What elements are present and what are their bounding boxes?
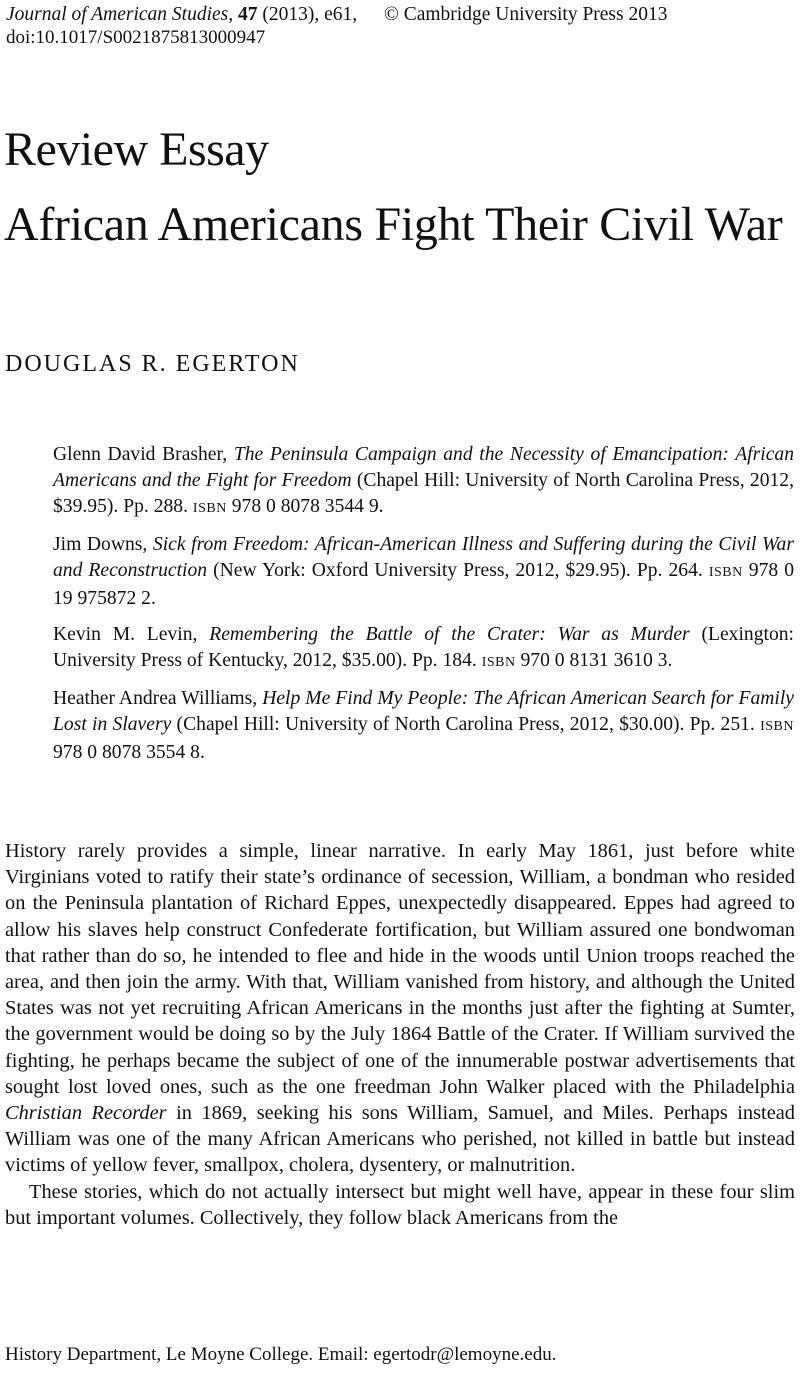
book-author: Glenn David Brasher, [53, 444, 228, 465]
book-author: Kevin M. Levin, [53, 624, 198, 645]
body-paragraph: These stories, which do not actually intersect but might well have, appear in these four slim but important volumes. Collectively, they follow black Americans from the [5, 1180, 795, 1229]
book-publication: (Chapel Hill: University of North Carolina Press, 2012, $39.95). Pp. 288. [53, 470, 794, 517]
reviewed-book [53, 442, 794, 522]
isbn-label: ISBN [481, 655, 516, 670]
body-paragraph: History rarely provides a simple, linear narrative. In early May 1861, just before white Virginians voted to ratify their state’s ordinance of secession, William, a bondman who resided on the Peninsula plantation of Richard Eppes, unexpectedly disappeared. Eppes had agreed to allow his slaves help construct Confederate fortification, but William assured one bondwoman that rather than do so, he intended to flee and hide in the woods until Union troops reached the area, and then join the army. With that, William vanished from history, and although the United States was not yet recruiting African Americans in the months just after the fighting at Sumter, the government would be doing so by the July 1864 Battle of the Crater. If William survived the fighting, he perhaps became the subject of one of the innumerable postwar advertisements that sought lost loved ones, such as the one freedman John Walker placed with the Philadelphia Christian Recorder in 1869, seeking his sons William, Samuel, and Miles. Perhaps instead William was one of the many African Americans who perished, not killed in battle but instead victims of yellow fever, smallpox, cholera, dysentery, or malnutrition. [5, 840, 795, 1177]
journal-name: Journal of American Studies [6, 4, 229, 25]
isbn-label: ISBN [708, 565, 743, 580]
book-title: Sick from Freedom: African-American Illness and Suffering during the Civil War and Reconstruction [53, 534, 794, 581]
book-isbn: 978 0 8078 3544 9. [231, 496, 384, 517]
book-publication: (Chapel Hill: University of North Carolina Press, 2012, $30.00). Pp. 251. [176, 714, 755, 735]
book-author: Heather Andrea Williams, [53, 688, 258, 709]
journal-year-issue: (2013), e61, [262, 4, 358, 25]
book-isbn: 978 0 19 975872 2. [53, 560, 795, 609]
running-head: Journal of American Studies, 47 (2013), e61, © Cambridge University Press 2013 [6, 4, 668, 25]
copyright-notice: © Cambridge University Press 2013 [384, 4, 668, 25]
book-author: Jim Downs, [53, 534, 148, 555]
book-title: Help Me Find My People: The African American Search for Family Lost in Slavery [53, 688, 794, 735]
book-publication: (Lexington: University Press of Kentucky, 2012, $35.00). Pp. 184. [53, 624, 794, 671]
article-kicker: Review Essay [4, 123, 269, 176]
newspaper-title: Christian Recorder [5, 1102, 167, 1125]
book-title: Remembering the Battle of the Crater: War as Murder [209, 624, 690, 645]
book-title: The Peninsula Campaign and the Necessity of Emancipation: African Americans and the Fight for Freedom [53, 444, 794, 491]
reviewed-book [53, 686, 794, 766]
book-isbn: 978 0 8078 3554 8. [53, 742, 205, 763]
reviewed-book [53, 622, 794, 676]
book-isbn: 970 0 8131 3610 3. [520, 650, 673, 671]
article-author: DOUGLAS R. EGERTON [5, 351, 300, 377]
author-affiliation: History Department, Le Moyne College. Email: egertodr@lemoyne.edu. [5, 1344, 557, 1365]
reviewed-book [53, 532, 794, 612]
article-title: African Americans Fight Their Civil War [4, 198, 783, 251]
book-publication: (New York: Oxford University Press, 2012, $29.95). Pp. 264. [213, 560, 703, 581]
journal-volume: 47 [238, 4, 258, 25]
isbn-label: ISBN [192, 501, 227, 516]
reviewed-books-list [53, 442, 794, 776]
isbn-label: ISBN [760, 719, 794, 734]
article-body [5, 838, 795, 1231]
doi: doi:10.1017/S0021875813000947 [6, 27, 266, 48]
